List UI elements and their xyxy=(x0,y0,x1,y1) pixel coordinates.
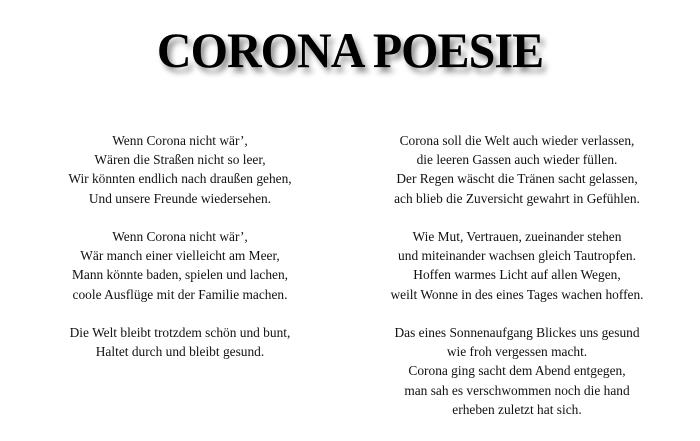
poem-line: und miteinander wachsen gleich Tautropfen. xyxy=(398,248,636,264)
poem-line: die leeren Gassen auch wieder füllen. xyxy=(416,152,618,168)
poem-line: Wir könnten endlich nach draußen gehen, xyxy=(68,171,292,187)
poem-line: Wenn Corona nicht wär’, xyxy=(112,133,248,148)
poem-line: Wie Mut, Vertrauen, zueinander stehen xyxy=(412,229,622,244)
poem-line: Wär manch einer vielleicht am Meer, xyxy=(80,248,280,264)
left-stanza-1 xyxy=(30,131,330,208)
poem-line: Corona soll die Welt auch wieder verlassen, xyxy=(399,133,635,148)
left-stanza-2 xyxy=(30,227,330,304)
poem-line: Mann könnte baden, spielen und lachen, xyxy=(71,267,289,283)
poem-line: Wenn Corona nicht wär’, xyxy=(112,229,248,244)
right-stanza-3 xyxy=(362,323,672,419)
right-stanza-1 xyxy=(362,131,672,208)
poem-line: Das eines Sonnenaufgang Blickes uns gesund xyxy=(394,325,640,340)
poem-line: man sah es verschwommen noch die hand xyxy=(404,382,630,398)
left-poem-column xyxy=(30,131,330,381)
poem-line: weilt Wonne in des eines Tages wachen hoffen. xyxy=(390,286,644,302)
left-stanza-3 xyxy=(30,323,330,361)
right-poem-column xyxy=(362,131,672,438)
poem-line: Und unsere Freunde wiedersehen. xyxy=(88,190,272,206)
poem-line: erheben zuletzt hat sich. xyxy=(452,401,582,417)
poem-line: wie froh vergessen macht. xyxy=(446,344,588,360)
poem-line: Haltet durch und bleibt gesund. xyxy=(95,344,265,360)
poem-line: Hoffen warmes Licht auf allen Wegen, xyxy=(413,267,621,283)
poem-line: coole Ausflüge mit der Familie machen. xyxy=(72,286,288,302)
right-stanza-2 xyxy=(362,227,672,304)
poem-line: ach blieb die Zuversicht gewahrt in Gefühlen. xyxy=(394,190,640,206)
poem-line: Wären die Straßen nicht so leer, xyxy=(94,152,266,168)
poem-line: Der Regen wäscht die Tränen sacht gelassen, xyxy=(396,171,638,187)
poem-line: Corona ging sacht dem Abend entgegen, xyxy=(408,363,626,379)
poem-title: CORONA POESIE xyxy=(156,22,544,78)
poem-line: Die Welt bleibt trotzdem schön und bunt, xyxy=(69,325,291,340)
